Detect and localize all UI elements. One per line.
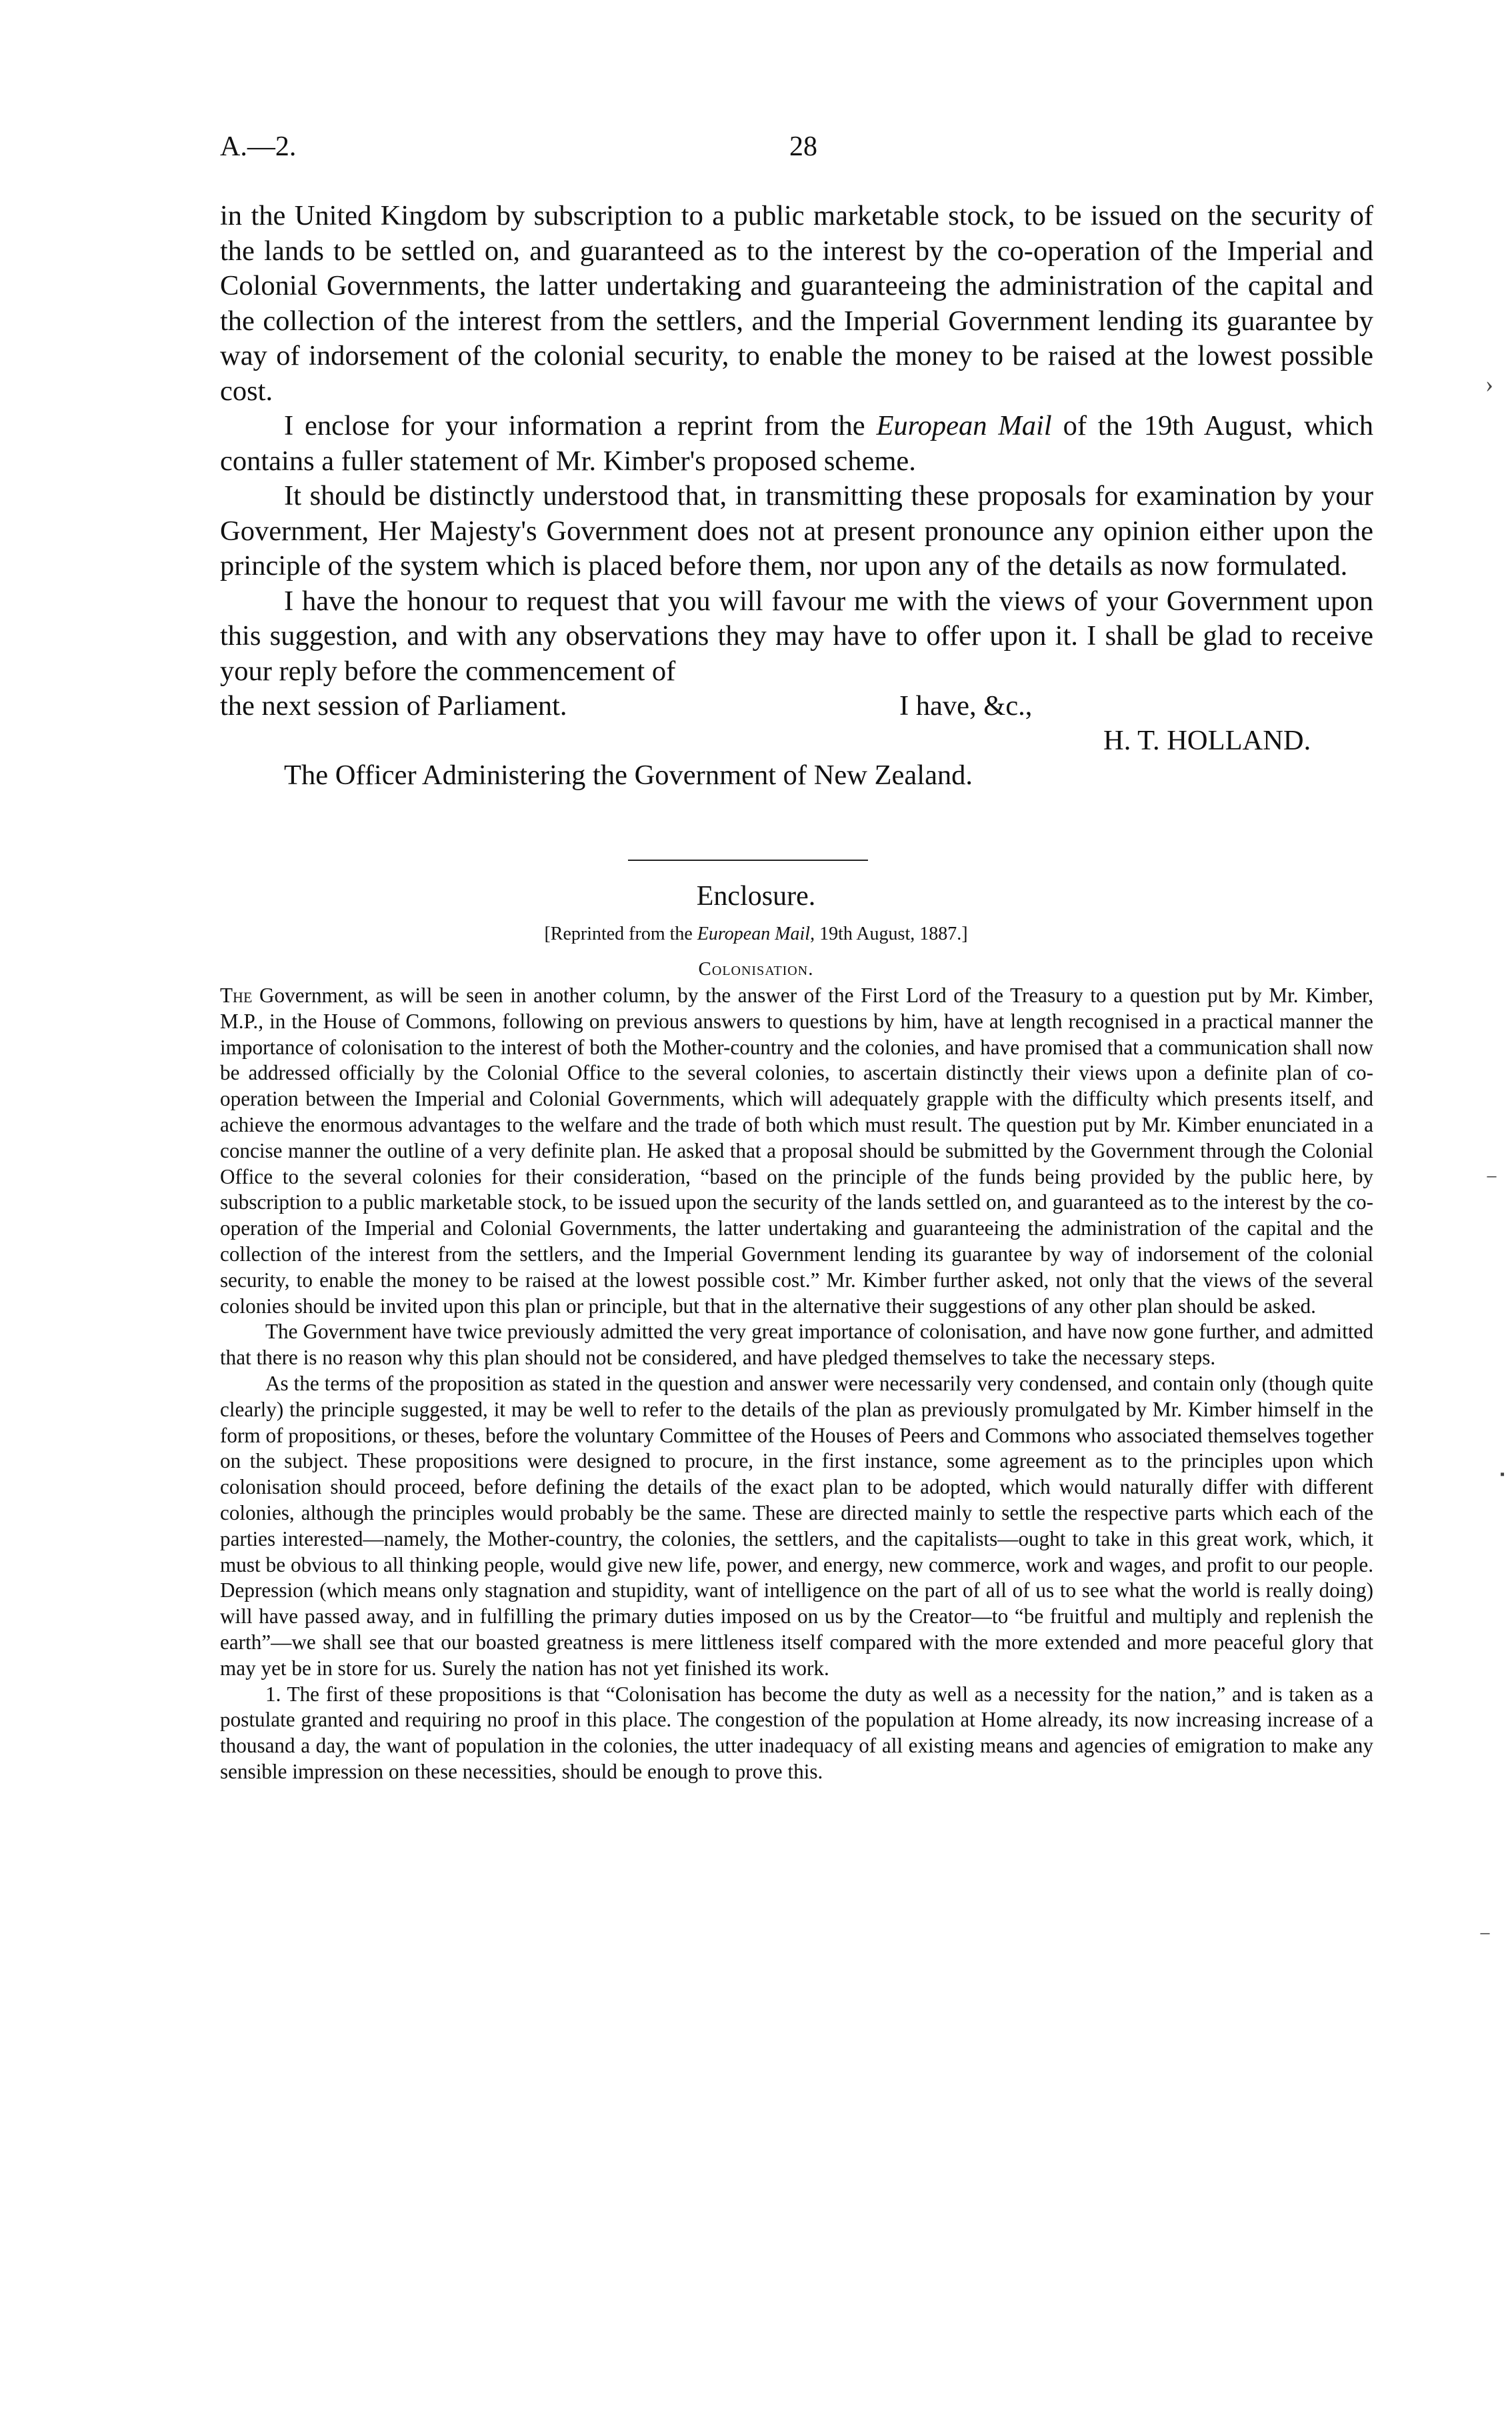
article-body xyxy=(220,983,1373,1785)
reprint-note xyxy=(0,924,1512,945)
reprint-note-open: [Reprinted from the xyxy=(544,924,697,944)
letter-body xyxy=(220,199,1373,793)
valediction: I have, &c., xyxy=(899,690,1033,722)
signature: H. T. HOLLAND. xyxy=(1103,725,1311,756)
paragraph-2-text-start: I enclose for your information a reprint from the xyxy=(284,410,877,441)
addressee: The Officer Administering the Government of New Zealand. xyxy=(284,760,973,791)
letter-paragraph-3: It should be distinctly understood that, in transmitting these proposals for examination by your Government, Her Majesty's Government does not at present pronounce any opinion either upon the principle of the system which is placed before them, nor upon any of the details as now formulated. xyxy=(220,480,1373,581)
closing-line xyxy=(220,689,1373,724)
letter-paragraph-2 xyxy=(220,409,1373,479)
article-paragraph-4: 1. The first of these propositions is that “Colonisation has become the duty as well as a necessity for the nation,” and is taken as a postulate granted and requiring no proof in this place. The congestion of the population at Home already, its now increasing increase of a thousand a day, the want of population in the colonies, the utter inadequacy of all existing means and agencies of emigration to make any sensible impression on these necessities, should be enough to prove this. xyxy=(220,1682,1373,1783)
reprint-note-close: , 19th August, 1887.] xyxy=(810,924,968,944)
section-title: Colonisation. xyxy=(698,958,814,980)
article-paragraph-2: The Government have twice previously admitted the very great importance of colonisation, and have now gone further, and admitted that there is no reason why this plan should not be considered, and have pledged themselves to take the necessary steps. xyxy=(220,1320,1373,1370)
page-number: 28 xyxy=(789,131,817,162)
letter-paragraph-4: I have the honour to request that you will favour me with the views of your Government upon this suggestion, and with any observations they may have to offer upon it. I shall be glad to receive your reply before the commencement of xyxy=(220,585,1373,687)
margin-scan-mark: › xyxy=(1485,371,1493,397)
letter-paragraph-1: in the United Kingdom by subscription to a public marketable stock, to be issued on the security of the lands to be settled on, and guaranteed as to the interest by the co-operation of the Imperial and Colonial Governments, the latter undertaking and guaranteeing the administration of the capital and the collection of the interest from the settlers, and the Imperial Government lending its guarantee by way of indorsement of the colonial security, to enable the money to be raised at the lowest possible cost. xyxy=(220,200,1373,407)
article-paragraph-3: As the terms of the proposition as stated in the question and answer were necessarily very condensed, and contain only (though quite clearly) the principle suggested, it may be well to refer to the details of the plan as previously promulgated by Mr. Kimber himself in the form of propositions, or theses, before the voluntary Committee of the Houses of Peers and Commons who associated themselves together on the subject. These propositions were designed to procure, in the first instance, some agreement as to the principles upon which colonisation should proceed, before defining the details of the exact plan to be adopted, which would naturally differ with different colonies, although the principles would probably be the same. These are directed mainly to settle the respective parts which each of the parties interested—namely, the Mother-country, the colonies, the settlers, and the capitalists—ought to take in this great work, which, it must be obvious to all thinking people, would give new life, power, and energy, new commerce, work and wages, and profit to our people. Depression (which means only stagnation and stupidity, want of intelligence on the part of all of us to see what the world is really doing) will have passed away, and in fulfilling the primary duties imposed on us by the Creator—to “be fruitful and multiply and replenish the earth”—we shall see that our boasted greatness is mere littleness itself compared with the more extended and more peaceful glory that may yet be in store for us. Surely the nation has not yet finished its work. xyxy=(220,1371,1373,1680)
document-reference: A.—2. xyxy=(220,131,297,162)
article-paragraph-1-text: Government, as will be seen in another column, by the answer of the First Lord of the Treasury to a question put by Mr. Kimber, M.P., in the House of Commons, following on previous answers to questions by him, have at length recognised in a practical manner the importance of colonisation to the interest of both the Mother-country and the colonies, and have promised that a communication shall now be addressed officially by the Colonial Office to the several colonies, to ascertain distinctly their views upon a definite plan of co-operation between the Imperial and Colonial Governments, which will adequately grapple with the difficulty which presents itself, and achieve the enormous advantages to the welfare and the trade of both which must result. The question put by Mr. Kimber enunciated in a concise manner the outline of a very definite plan. He asked that a proposal should be submitted by the Government through the Colonial Office to the several colonies for their consideration, “based on the principle of the funds being provided by the public here, by subscription to a public marketable stock, to be issued upon the security of the lands settled on, and guaranteed as to the interest by the co-operation of the Imperial and Colonial Governments, the latter undertaking and guaranteeing the administration of the capital and the collection of the interest from the settlers, and the Imperial Government lending its guarantee by way of indorsement of the colonial security, to enable the money to be raised at the lowest possible cost.” Mr. Kimber further asked, not only that the views of the several colonies should be invited upon this plan or principle, but that in the alternative their suggestions of any other plan should be asked. xyxy=(220,984,1373,1318)
newspaper-title: European Mail xyxy=(876,410,1052,441)
margin-scan-mark: ⁻ xyxy=(1479,1925,1492,1951)
letter-paragraph-4-end: the next session of Parliament. xyxy=(220,690,567,722)
article-paragraph-1 xyxy=(220,983,1373,1319)
margin-scan-mark: ▪ xyxy=(1500,1467,1505,1482)
paragraph-2-text-end: of the 19th August, which contains a fuller statement of Mr. Kimber's proposed scheme. xyxy=(220,410,1373,477)
enclosure-title: Enclosure. xyxy=(696,881,816,912)
reprint-note-newspaper: European Mail xyxy=(697,924,811,944)
article-lead-word: The xyxy=(220,984,253,1007)
margin-scan-mark: ⁻ xyxy=(1485,1168,1499,1194)
section-divider xyxy=(628,860,868,861)
